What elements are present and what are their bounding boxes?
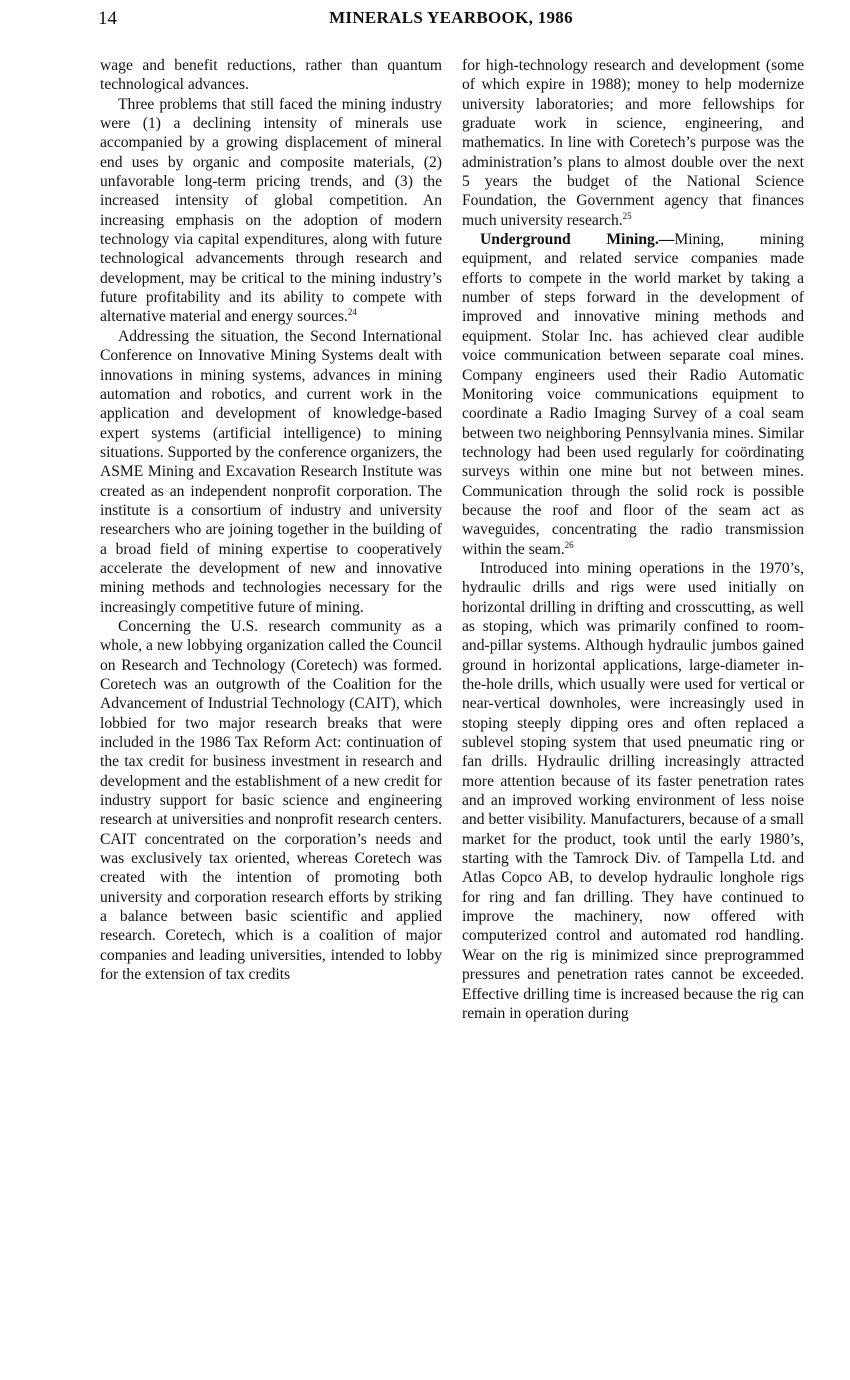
paragraph-text: Addressing the situation, the Second International Conference on Innovative Mining Systems dealt with innovations in mining systems, advances in mining automation and robotics, and current work in the application and development of knowledge-based expert systems (artificial intelligence) to mining situations. Supported by the conference organizers, the ASME Mining and Excavation Research Institute was created as an independent nonprofit corporation. The institute is a consortium of industry and university researchers who are joining together in the building of a broad field of mining expertise to cooperatively accelerate the development of new and innovative mining methods and technologies necessary for the increasingly competitive future of mining. bbox=[100, 327, 442, 616]
paragraph-coretech bbox=[100, 617, 442, 985]
footnote-ref: 25 bbox=[622, 210, 632, 221]
paragraph-continued bbox=[462, 56, 804, 230]
paragraph-text: wage and benefit reductions, rather than quantum technological advances. bbox=[100, 57, 442, 94]
paragraph-conference bbox=[100, 327, 442, 617]
paragraph-text: for high-technology research and development (some of which expire in 1988); money to help modernize university laboratories; and more fellowships for graduate work in science, engineering, and mathematics. In line with Coretech’s purpose was the administration’s plans to almost double over the next 5 years the budget of the National Science Foundation, the Government agency that finances much university research. bbox=[462, 57, 804, 229]
paragraph-continued bbox=[100, 56, 442, 95]
paragraph-text: Mining, mining equipment, and related service companies made efforts to compete in the world market by taking a number of steps forward in the development of improved and innovative mining methods and equipment. Stolar Inc. has achieved clear audible voice communication between separate coal mines. Company engineers used their Radio Automatic Monitoring voice communications equipment to coordinate a Radio Imaging Survey of a coal seam between two neighboring Pennsylvania mines. Similar technology had been used regularly for coördinating surveys within one mine but not between mines. Communication through the solid rock is possible because the roof and floor of the seam act as waveguides, concentrating the radio transmission within the seam. bbox=[462, 231, 804, 558]
section-heading: Underground Mining.— bbox=[480, 231, 675, 249]
paragraph-underground-mining bbox=[462, 230, 804, 559]
paragraph-mining-problems bbox=[100, 95, 442, 327]
paragraph-text: Three problems that still faced the mining industry were (1) a declining intensity of minerals use accompanied by a growing displacement of mineral end uses by organic and composite materials, (2) unfavorable long-term pricing trends, and (3) the increased intensity of global competition. An increasing emphasis on the adoption of modern technology via capital expenditures, along with future technological advancements through research and development, may be critical to the mining industry’s future profitability and its ability to compete with alternative material and energy sources. bbox=[100, 95, 442, 326]
page-header bbox=[98, 8, 804, 34]
page-number: 14 bbox=[98, 8, 117, 29]
running-title: MINERALS YEARBOOK, 1986 bbox=[329, 8, 573, 27]
left-column bbox=[100, 56, 442, 985]
right-column bbox=[462, 56, 804, 1023]
footnote-ref: 26 bbox=[564, 539, 574, 550]
paragraph-hydraulic-drills bbox=[462, 559, 804, 1023]
footnote-ref: 24 bbox=[347, 307, 357, 318]
paragraph-text: Introduced into mining operations in the 1970’s, hydraulic drills and rigs were used initially on horizontal drilling in drifting and crosscutting, as well as stoping, which was primarily confined to room-and-pillar systems. Although hydraulic jumbos gained ground in horizontal applications, large-diameter in-the-hole drills, which usually were used for vertical or near-vertical downholes, were increasingly used in stoping steeply dipping ores and often replaced a sublevel stoping system that used pneumatic ring or fan drills. Hydraulic drilling increasingly attracted more attention because of its faster penetration rates and an improved working environment of less noise and better visibility. Manufacturers, because of a small market for the product, took until the early 1980’s, starting with the Tamrock Div. of Tampella Ltd. and Atlas Copco AB, to develop hydraulic longhole rigs for ring and fan drilling. They have continued to improve the machinery, now offered with computerized control and automated rod handling. Wear on the rig is minimized since preprogrammed pressures and penetration rates cannot be exceeded. Effective drilling time is increased because the rig can remain in operation during bbox=[462, 559, 804, 1022]
paragraph-text: Concerning the U.S. research community as a whole, a new lobbying organization called the Council on Research and Technology (Coretech) was formed. Coretech was an outgrowth of the Coalition for the Advancement of Industrial Technology (CAIT), which lobbied for two major research breaks that were included in the 1986 Tax Reform Act: continuation of the tax credit for business investment in research and development and the establishment of a new credit for industry support for basic science and engineering research at universities and nonprofit research centers. CAIT concentrated on the corporation’s needs and was exclusively tax oriented, whereas Coretech was created with the intention of promoting both university and corporation research efforts by striking a balance between basic scientific and applied research. Coretech, which is a coalition of major companies and leading universities, intended to lobby for the extension of tax credits bbox=[100, 617, 442, 984]
